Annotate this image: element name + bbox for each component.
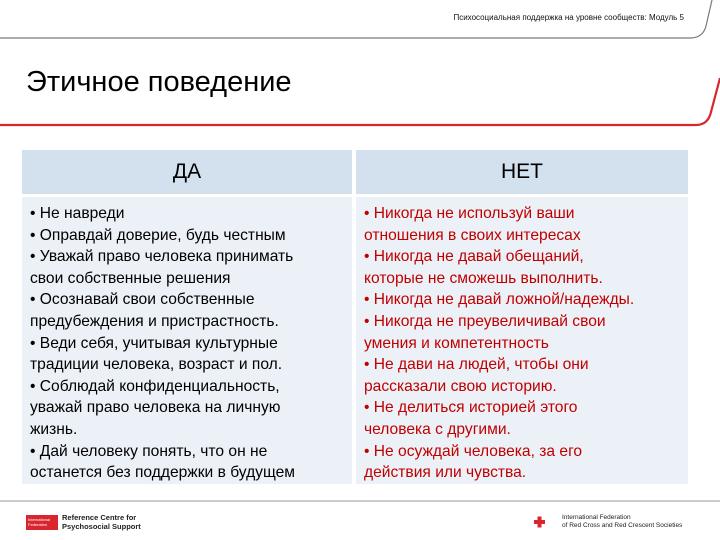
column-header-no: НЕТ (356, 150, 688, 194)
no-line: • Никогда не преувеличивай свои (364, 312, 606, 330)
ifrc-line: of Red Cross and Red Crescent Societies (562, 522, 683, 529)
ifrc-logo (534, 514, 720, 532)
no-line: • Не делиться историей этого (364, 399, 578, 417)
no-line: • Никогда не давай ложной/надежды. (364, 291, 635, 309)
yes-line: жизнь. (30, 420, 78, 438)
slide-title: Этичное поведение (26, 66, 292, 98)
reference-centre-logo (26, 514, 146, 532)
yes-line: останется без поддержки в будущем (30, 464, 296, 482)
no-cell (356, 197, 688, 484)
yes-line: • Не навреди (30, 205, 125, 222)
reference-centre-line: Psychosocial Support (62, 521, 141, 531)
yes-line: • Уважай право человека принимать (30, 248, 294, 266)
yes-line: уважай право человека на личную (30, 399, 281, 417)
yes-line: • Оправдай доверие, будь честным (30, 226, 286, 244)
column-header-yes: ДА (22, 150, 352, 194)
yes-line: традиции человека, возраст и пол. (30, 356, 283, 374)
yes-line: • Дай человеку понять, что он не (30, 442, 268, 460)
no-line: действия или чувства. (364, 464, 527, 482)
no-line: • Никогда не используй ваши (364, 205, 575, 222)
ethics-table (22, 150, 688, 484)
reference-centre-text (62, 514, 141, 531)
no-line: • Не дави на людей, чтобы они (364, 356, 589, 374)
module-caption: Психосоциальная поддержка на уровне сообществ: Модуль 5 (453, 13, 684, 22)
no-line: рассказали свою историю. (364, 377, 557, 395)
yes-line: • Осознавай свои собственные (30, 291, 255, 309)
ifrc-logo-box: International Federation (26, 515, 58, 530)
yes-line: • Веди себя, учитывая культурные (30, 334, 278, 352)
ifrc-text (562, 514, 682, 530)
no-line: которые не сможешь выполнить. (364, 269, 603, 287)
yes-line: • Соблюдай конфиденциальность, (30, 377, 280, 395)
ifrc-line: International Federation (562, 514, 631, 521)
no-line: умения и компетентность (364, 334, 549, 352)
no-line: человека с другими. (364, 420, 511, 438)
reference-centre-line: Reference Centre for (62, 513, 137, 522)
no-line: • Не осуждай человека, за его (364, 442, 583, 460)
no-line: • Никогда не давай обещаний, (364, 248, 584, 266)
yes-line: свои собственные решения (30, 269, 231, 287)
yes-cell (22, 197, 352, 484)
no-line: отношения в своих интересах (364, 226, 581, 244)
yes-line: предубеждения и пристрастность. (30, 312, 279, 330)
red-cross-crescent-icon (534, 515, 560, 529)
